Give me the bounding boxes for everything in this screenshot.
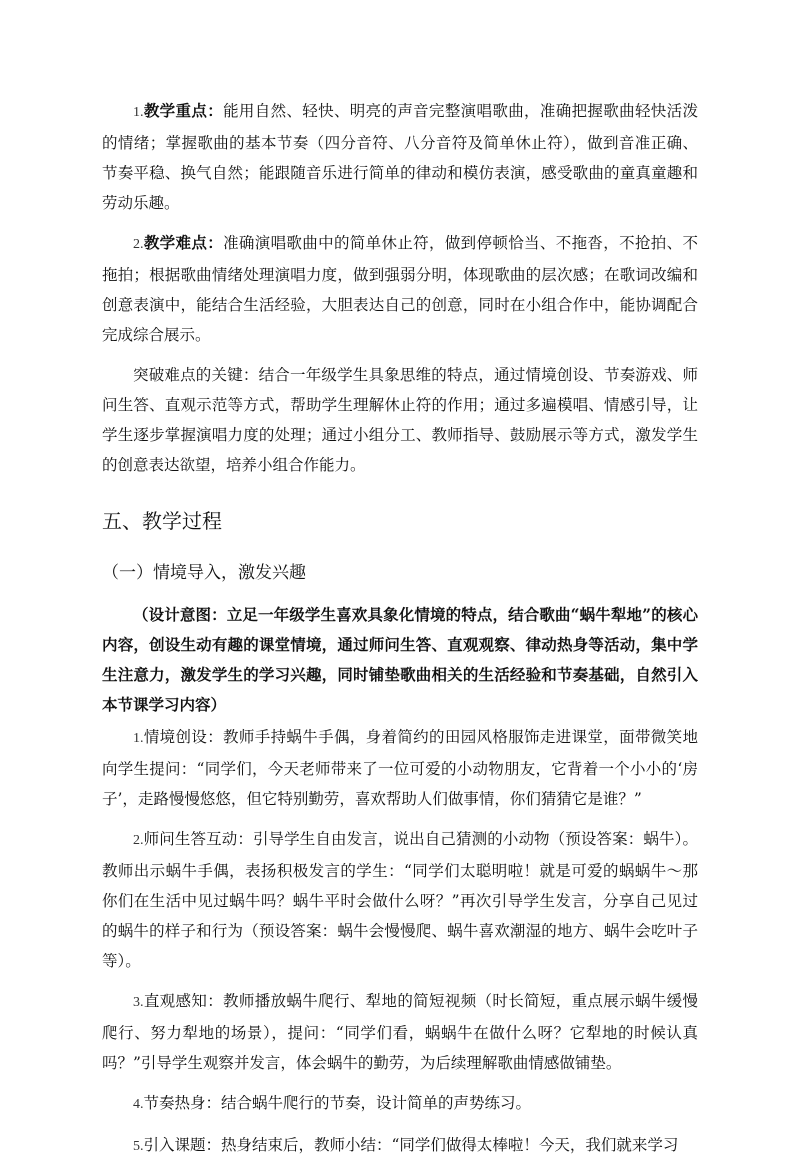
item-number: 2.	[133, 833, 144, 848]
step-paragraph	[102, 824, 698, 976]
section-heading: 五、教学过程	[102, 509, 222, 533]
step-text: 引入课题：热身结束后，教师小结：“同学们做得太棒啦！今天，我们就来学习	[143, 1136, 679, 1154]
subsection-heading: （一）情境导入，激发兴趣	[102, 563, 306, 583]
document-page	[102, 96, 698, 1162]
design-intent-paragraph: （设计意图：立足一年级学生喜欢具象化情境的特点，结合歌曲“蜗牛犁地”的核心内容，创设生动有趣的课堂情境，通过师问生答、直观观察、律动热身等活动，集中学生注意力，激发学生的学习兴趣，同时铺垫歌曲相关的生活经验和节奏基础，自然引入本节课学习内容）	[102, 605, 698, 714]
teaching-difficulty-text: 准确演唱歌曲中的简单休止符，做到停顿恰当、不拖沓，不抢拍、不拖拍；根据歌曲情绪处理演唱力度，做到强弱分明，体现歌曲的层次感；在歌词改编和创意表演中，能结合生活经验，大胆表达自己的创意，同时在小组合作中，能协调配合完成综合展示。	[102, 234, 698, 344]
item-number: 2.	[133, 237, 144, 252]
teaching-focus-label: 教学重点	[143, 101, 208, 120]
key-breakthrough-paragraph: 突破难点的关键：结合一年级学生具象思维的特点，通过情境创设、节奏游戏、师问生答、直观示范等方式，帮助学生理解休止符的作用；通过多遍模唱、情感引导，让学生逐步掌握演唱力度的处理；通过小组分工、教师指导、鼓励展示等方式，激发学生的创意表达欲望，培养小组合作能力。	[102, 366, 698, 474]
teaching-difficulty-label: 教学难点	[143, 233, 208, 252]
step-paragraph	[102, 1088, 698, 1120]
step-paragraph	[102, 1130, 698, 1162]
item-number: 1.	[133, 731, 144, 746]
item-number: 4.	[133, 1097, 144, 1112]
teaching-focus-text: 能用自然、轻快、明亮的声音完整演唱歌曲，准确把握歌曲轻快活泼的情绪；掌握歌曲的基本节奏（四分音符、八分音符及简单休止符），做到音准正确、节奏平稳、换气自然；能跟随音乐进行简单的律动和模仿表演，感受歌曲的童真童趣和劳动乐趣。	[102, 102, 698, 212]
teaching-focus-paragraph	[102, 96, 698, 218]
item-number: 1.	[133, 105, 144, 120]
label-colon: ：	[207, 233, 224, 252]
step-text: 直观感知：教师播放蜗牛爬行、犁地的简短视频（时长简短，重点展示蜗牛缓慢爬行、努力犁地的场景），提问：“同学们看，蜗蜗牛在做什么呀？它犁地的时候认真吗？”引导学生观察并发言，体会蜗牛的勤劳，为后续理解歌曲情感做铺垫。	[102, 992, 698, 1072]
item-number: 3.	[133, 995, 144, 1010]
step-paragraph	[102, 986, 698, 1078]
step-text: 情境创设：教师手持蜗牛手偶，身着简约的田园风格服饰走进课堂，面带微笑地向学生提问：“同学们，今天老师带来了一位可爱的小动物朋友，它背着一个小小的‘房子’，走路慢慢悠悠，但它特别勤劳，喜欢帮助人们做事情，你们猜猜它是谁？”	[102, 728, 698, 808]
step-text: 师问生答互动：引导学生自由发言，说出自己猜测的小动物（预设答案：蜗牛）。教师出示蜗牛手偶，表扬积极发言的学生：“同学们太聪明啦！就是可爱的蜗蜗牛～那你们在生活中见过蜗牛吗？蜗牛平时会做什么呀？”再次引导学生发言，分享自己见过的蜗牛的样子和行为（预设答案：蜗牛会慢慢爬、蜗牛喜欢潮湿的地方、蜗牛会吃叶子等）。	[102, 830, 698, 970]
label-colon: ：	[207, 101, 224, 120]
step-paragraph	[102, 722, 698, 814]
item-number: 5.	[133, 1139, 144, 1154]
step-text: 节奏热身：结合蜗牛爬行的节奏，设计简单的声势练习。	[143, 1094, 532, 1112]
teaching-difficulty-paragraph	[102, 228, 698, 350]
